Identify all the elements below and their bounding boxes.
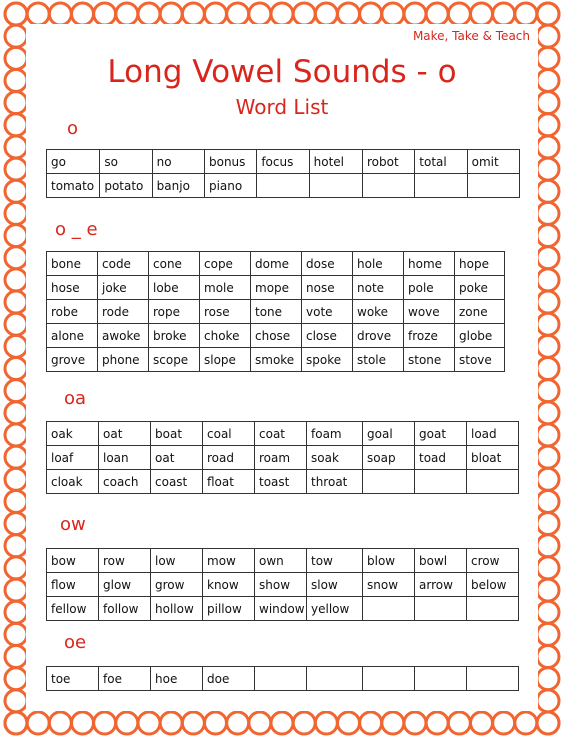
word-cell: tow — [307, 549, 363, 573]
section-label-oa: oa — [64, 388, 87, 409]
word-cell: cope — [200, 252, 251, 276]
word-cell — [363, 667, 415, 691]
word-cell: mope — [251, 276, 302, 300]
word-table-oe — [46, 666, 519, 691]
word-cell: zone — [455, 300, 505, 324]
word-cell — [255, 667, 307, 691]
word-table-o — [46, 149, 520, 198]
word-cell — [467, 174, 519, 198]
word-cell: foam — [307, 422, 363, 446]
table-row — [47, 573, 519, 597]
word-cell — [363, 470, 415, 494]
word-cell: hole — [353, 252, 404, 276]
word-cell: hope — [455, 252, 505, 276]
table-row — [47, 470, 519, 494]
word-cell: crow — [467, 549, 519, 573]
word-cell: foe — [99, 667, 151, 691]
word-cell: poke — [455, 276, 505, 300]
word-cell: potato — [100, 174, 152, 198]
word-cell: hotel — [309, 150, 362, 174]
word-cell: note — [353, 276, 404, 300]
word-cell: road — [203, 446, 255, 470]
word-cell — [309, 174, 362, 198]
word-cell: fellow — [47, 597, 99, 621]
word-cell: loaf — [47, 446, 99, 470]
word-cell: cone — [149, 252, 200, 276]
word-cell: boat — [151, 422, 203, 446]
word-cell: chose — [251, 324, 302, 348]
word-cell: slow — [307, 573, 363, 597]
word-cell: close — [302, 324, 353, 348]
word-cell: nose — [302, 276, 353, 300]
section-label-o-e: o _ e — [55, 219, 98, 240]
word-cell: woke — [353, 300, 404, 324]
word-cell: alone — [47, 324, 98, 348]
word-table-o-e — [46, 251, 505, 372]
word-cell: choke — [200, 324, 251, 348]
word-cell: so — [100, 150, 152, 174]
page-title: Long Vowel Sounds - o — [107, 54, 457, 90]
word-cell: scope — [149, 348, 200, 372]
table-row — [47, 348, 505, 372]
word-cell: robe — [47, 300, 98, 324]
word-cell: spoke — [302, 348, 353, 372]
word-cell: arrow — [415, 573, 467, 597]
word-cell — [467, 667, 519, 691]
word-cell: joke — [98, 276, 149, 300]
section-label-ow: ow — [60, 514, 86, 535]
word-cell: row — [99, 549, 151, 573]
word-cell: snow — [363, 573, 415, 597]
table-row — [47, 597, 519, 621]
word-cell: load — [467, 422, 519, 446]
word-cell — [363, 597, 415, 621]
table-row — [47, 252, 505, 276]
word-cell: robot — [362, 150, 414, 174]
word-cell: go — [47, 150, 100, 174]
word-table-ow — [46, 548, 519, 621]
word-cell: own — [255, 549, 307, 573]
word-cell: hose — [47, 276, 98, 300]
word-cell: stone — [404, 348, 455, 372]
word-cell: glow — [99, 573, 151, 597]
word-cell: rode — [98, 300, 149, 324]
word-cell: phone — [98, 348, 149, 372]
word-cell: wove — [404, 300, 455, 324]
word-cell: goal — [363, 422, 415, 446]
table-row — [47, 150, 520, 174]
table-row — [47, 300, 505, 324]
word-cell: below — [467, 573, 519, 597]
word-cell: coat — [255, 422, 307, 446]
word-cell: low — [151, 549, 203, 573]
word-cell: show — [255, 573, 307, 597]
word-cell: flow — [47, 573, 99, 597]
table-row — [47, 174, 520, 198]
word-cell: pillow — [203, 597, 255, 621]
word-cell: doe — [203, 667, 255, 691]
word-cell: coast — [151, 470, 203, 494]
word-cell: coal — [203, 422, 255, 446]
word-cell — [467, 597, 519, 621]
word-cell: cloak — [47, 470, 99, 494]
word-cell: roam — [255, 446, 307, 470]
word-cell — [257, 174, 309, 198]
word-cell: rose — [200, 300, 251, 324]
word-cell: froze — [404, 324, 455, 348]
word-cell: slope — [200, 348, 251, 372]
word-cell: bone — [47, 252, 98, 276]
word-cell: awoke — [98, 324, 149, 348]
table-row — [47, 276, 505, 300]
brand-label: Make, Take & Teach — [412, 29, 530, 43]
word-cell: toast — [255, 470, 307, 494]
word-cell: hollow — [151, 597, 203, 621]
word-cell: bow — [47, 549, 99, 573]
word-cell: tomato — [47, 174, 100, 198]
word-cell: stole — [353, 348, 404, 372]
word-cell: broke — [149, 324, 200, 348]
section-label-oe: oe — [64, 632, 87, 653]
word-cell: home — [404, 252, 455, 276]
word-cell: mow — [203, 549, 255, 573]
word-cell — [415, 174, 467, 198]
word-cell: mole — [200, 276, 251, 300]
word-cell: yellow — [307, 597, 363, 621]
word-cell: toad — [415, 446, 467, 470]
word-cell: goat — [415, 422, 467, 446]
word-cell: no — [152, 150, 204, 174]
word-cell: hoe — [151, 667, 203, 691]
word-cell — [415, 667, 467, 691]
word-cell: bonus — [204, 150, 256, 174]
word-cell: dome — [251, 252, 302, 276]
word-cell: smoke — [251, 348, 302, 372]
word-cell: float — [203, 470, 255, 494]
word-cell: piano — [204, 174, 256, 198]
word-cell: grove — [47, 348, 98, 372]
word-cell: total — [415, 150, 467, 174]
word-cell: bowl — [415, 549, 467, 573]
table-row — [47, 422, 519, 446]
word-cell: follow — [99, 597, 151, 621]
page-subtitle: Word List — [235, 95, 329, 119]
word-cell — [467, 470, 519, 494]
word-cell: throat — [307, 470, 363, 494]
word-cell: soak — [307, 446, 363, 470]
word-table-oa — [46, 421, 519, 494]
word-cell: know — [203, 573, 255, 597]
word-cell: lobe — [149, 276, 200, 300]
word-cell: coach — [99, 470, 151, 494]
table-row — [47, 667, 519, 691]
table-row — [47, 549, 519, 573]
word-cell: window — [255, 597, 307, 621]
word-cell: globe — [455, 324, 505, 348]
word-cell: stove — [455, 348, 505, 372]
word-cell: code — [98, 252, 149, 276]
word-cell: grow — [151, 573, 203, 597]
table-row — [47, 324, 505, 348]
word-cell: tone — [251, 300, 302, 324]
word-cell: soap — [363, 446, 415, 470]
word-cell: blow — [363, 549, 415, 573]
word-cell: rope — [149, 300, 200, 324]
word-cell: omit — [467, 150, 519, 174]
word-cell: oak — [47, 422, 99, 446]
table-row — [47, 446, 519, 470]
word-cell: oat — [99, 422, 151, 446]
word-cell: bloat — [467, 446, 519, 470]
word-cell: toe — [47, 667, 99, 691]
word-cell — [415, 597, 467, 621]
word-cell: oat — [151, 446, 203, 470]
word-cell: vote — [302, 300, 353, 324]
word-cell: focus — [257, 150, 309, 174]
word-cell — [362, 174, 414, 198]
word-cell: dose — [302, 252, 353, 276]
word-cell: pole — [404, 276, 455, 300]
word-cell: loan — [99, 446, 151, 470]
word-cell — [307, 667, 363, 691]
word-cell — [415, 470, 467, 494]
word-cell: drove — [353, 324, 404, 348]
section-label-o: o — [67, 118, 79, 139]
word-cell: banjo — [152, 174, 204, 198]
